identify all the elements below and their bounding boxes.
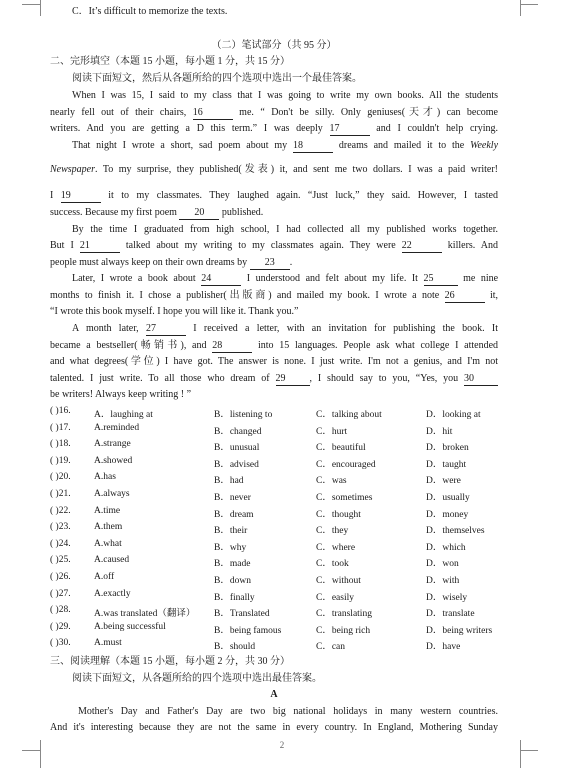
option-b[interactable]: B．why <box>214 542 247 553</box>
written-section-title: （二）笔试部分（共 95 分） <box>211 40 337 51</box>
option-row-26 <box>50 572 498 584</box>
passage-line: writers. And you are getting a D this term.” I was deeply 17 and I couldn't help crying. <box>50 123 499 134</box>
option-d[interactable]: D．themselves <box>426 526 485 537</box>
blank-19[interactable]: 19 <box>61 190 101 203</box>
page-number: 2 <box>279 740 285 750</box>
option-d[interactable]: D．hit <box>426 426 453 437</box>
blank-30[interactable]: 30 <box>464 373 498 386</box>
option-row-21 <box>50 489 498 501</box>
passage-line: Later, I wrote a book about 24 I understood and felt about my life. It 25 me nine <box>72 273 499 284</box>
passage-line: But I 21 talked about my writing to my classmates again. They were 22 killers. And <box>50 240 498 251</box>
crop-mark-top-right-h <box>520 4 538 5</box>
option-a[interactable]: A.always <box>94 489 130 499</box>
crop-mark-top-left-h <box>22 4 40 5</box>
answer-bracket[interactable]: ( )29. <box>50 621 71 632</box>
blank-24[interactable]: 24 <box>201 273 241 286</box>
answer-bracket[interactable]: ( )28. <box>50 605 71 616</box>
blank-28[interactable]: 28 <box>212 340 252 353</box>
reading-instruction: 阅读下面短文，从各题所给的四个选项中选出最佳答案。 <box>72 673 322 684</box>
passage-line: That night I wrote a short, sad poem about my 18 dreams and mailed it to the Weekly <box>72 140 499 151</box>
blank-21[interactable]: 21 <box>80 240 120 253</box>
option-c[interactable]: C．was <box>316 476 347 487</box>
option-c[interactable]: C．sometimes <box>316 493 373 503</box>
option-d[interactable]: D．won <box>426 559 459 570</box>
option-b[interactable]: B．had <box>214 476 244 487</box>
option-row-16 <box>50 406 498 418</box>
option-c[interactable]: C．hurt <box>316 426 348 437</box>
answer-bracket[interactable]: ( )16. <box>50 406 71 416</box>
option-d[interactable]: D．translate <box>426 609 475 620</box>
blank-22[interactable]: 22 <box>402 240 442 253</box>
passage-line: nearly fell out of their chairs, 16 me. “ Don't be silly. Only geniuses(天才) can become <box>50 107 498 118</box>
option-b[interactable]: B．dream <box>214 509 254 520</box>
answer-bracket[interactable]: ( )25. <box>50 555 71 566</box>
option-row-24 <box>50 539 498 551</box>
option-c[interactable]: C．talking about <box>316 410 382 420</box>
crop-mark-bottom-left-h <box>22 750 40 751</box>
option-c[interactable]: C．thought <box>316 509 361 520</box>
option-d[interactable]: D．taught <box>426 459 467 470</box>
answer-bracket[interactable]: ( )22. <box>50 505 71 516</box>
option-c[interactable]: C．beautiful <box>316 443 366 454</box>
cloze-heading: 二、完形填空（本题 15 小题，每小题 1 分，共 15 分） <box>50 56 290 67</box>
option-c[interactable]: C．encouraged <box>316 459 376 470</box>
passage-line: and what degrees(学位) I have got. The answer is none. I just write. I'm not a genius, and I'm not <box>50 356 498 367</box>
answer-bracket[interactable]: ( )24. <box>50 538 71 549</box>
option-d[interactable]: D．which <box>426 542 466 553</box>
answer-bracket[interactable]: ( )23. <box>50 522 71 533</box>
passage-line: When I was 15, I said to my class that I was going to write my own books. All the students <box>72 90 498 101</box>
option-b[interactable]: B．Translated <box>214 609 270 620</box>
option-a[interactable]: A.off <box>94 572 115 582</box>
reading-line: And it's interesting because they are not the same in every country. In England, Mothering Sunday <box>50 722 498 733</box>
passage-line: By the time I graduated from high school, I had collected all my published works together. <box>72 224 498 235</box>
option-b[interactable]: B．made <box>214 559 251 570</box>
option-a[interactable]: A．laughing at <box>94 410 153 420</box>
passage-line: “I wrote this book myself. I hope you will like it. Thank you.” <box>50 306 299 317</box>
passage-line: talented. I just write. To all those who dream of 29 , I should say to you, “Yes, you 30 <box>50 373 498 386</box>
passage-line: Newspaper. To my surprise, they published(发表) it, and sent me two dollars. I was a paid writer! <box>50 164 498 175</box>
crop-mark-top-left-v <box>40 0 41 16</box>
option-c[interactable]: C．being rich <box>316 625 371 636</box>
blank-27[interactable]: 27 <box>146 323 186 336</box>
answer-bracket[interactable]: ( )18. <box>50 439 71 450</box>
option-c[interactable]: C．easily <box>316 592 354 603</box>
option-b[interactable]: B．listening to <box>214 410 273 420</box>
previous-option-c: C．It’s difficult to memorize the texts. <box>72 6 228 17</box>
blank-26[interactable]: 26 <box>445 290 485 303</box>
option-b[interactable]: B．their <box>214 526 248 537</box>
option-d[interactable]: D．wisely <box>426 592 468 603</box>
option-a[interactable]: A.caused <box>94 555 130 566</box>
option-b[interactable]: B．never <box>214 493 251 503</box>
option-row-23 <box>50 522 498 537</box>
passage-line: A month later, 27 I received a letter, with an invitation for publishing the book. It <box>72 323 499 334</box>
crop-mark-bottom-right-h <box>520 750 538 751</box>
option-row-22 <box>50 506 498 518</box>
option-row-25 <box>50 555 498 570</box>
option-row-27 <box>50 589 498 601</box>
option-a[interactable]: A.has <box>94 472 116 483</box>
answer-bracket[interactable]: ( )30. <box>50 638 71 649</box>
option-row-17 <box>50 423 498 435</box>
answer-bracket[interactable]: ( )17. <box>50 422 71 433</box>
answer-bracket[interactable]: ( )27. <box>50 588 71 599</box>
blank-17[interactable]: 17 <box>330 123 370 136</box>
passage-line: I 19 it to my classmates. They laughed again. “Just luck,” they said. However, I tasted <box>50 190 498 201</box>
option-d[interactable]: D．were <box>426 476 461 487</box>
option-row-30 <box>50 638 498 653</box>
option-c[interactable]: C．they <box>316 526 349 537</box>
option-d[interactable]: D．looking at <box>426 410 481 420</box>
answer-bracket[interactable]: ( )21. <box>50 489 71 499</box>
option-b[interactable]: B．finally <box>214 592 255 603</box>
option-a[interactable]: A.exactly <box>94 588 131 599</box>
option-a[interactable]: A.must <box>94 638 122 649</box>
option-a[interactable]: A.what <box>94 538 122 549</box>
blank-20[interactable]: 20 <box>179 207 219 220</box>
option-b[interactable]: B．changed <box>214 426 262 437</box>
option-b[interactable]: B．advised <box>214 459 259 470</box>
passage-line: became a bestseller(畅销书), and 28 into 15 languages. People ask what college I attended <box>50 340 499 351</box>
reading-line: Mother's Day and Father's Day are two big national holidays in many western countries. <box>78 706 498 717</box>
passage-line: people must always keep on their own dreams by 23 . <box>50 257 293 268</box>
option-c[interactable]: C．translating <box>316 609 372 620</box>
option-d[interactable]: D．have <box>426 642 461 653</box>
blank-16[interactable]: 16 <box>193 107 233 120</box>
blank-18[interactable]: 18 <box>293 140 333 153</box>
option-d[interactable]: D．being writers <box>426 625 493 636</box>
option-b[interactable]: B．being famous <box>214 625 282 636</box>
option-row-29 <box>50 622 498 634</box>
option-c[interactable]: C．where <box>316 542 356 553</box>
passage-line: months to finish it. I chose a publisher(出版商) and mailed my book. I wrote a note 26 it, <box>50 290 498 301</box>
option-c[interactable]: C．without <box>316 576 361 586</box>
option-b[interactable]: B．unusual <box>214 443 260 454</box>
passage-label: A <box>270 689 278 700</box>
blank-25[interactable]: 25 <box>424 273 458 286</box>
option-b[interactable]: B．should <box>214 642 256 653</box>
option-a[interactable]: A.showed <box>94 455 133 466</box>
option-a[interactable]: A.time <box>94 505 121 516</box>
option-a[interactable]: A.reminded <box>94 422 140 433</box>
option-c[interactable]: C．took <box>316 559 349 570</box>
option-a[interactable]: A.them <box>94 522 123 533</box>
blank-23[interactable]: 23 <box>250 257 290 270</box>
reading-heading: 三、阅读理解（本题 15 小题，每小题 2 分，共 30 分） <box>50 656 290 667</box>
option-row-20 <box>50 472 498 487</box>
option-d[interactable]: D．money <box>426 509 469 520</box>
passage-line: be writers! Always keep writing ! ” <box>50 389 192 400</box>
option-d[interactable]: D．broken <box>426 443 469 454</box>
answer-bracket[interactable]: ( )20. <box>50 472 71 483</box>
option-row-18 <box>50 439 498 454</box>
passage-line: success. Because my first poem 20 published. <box>50 207 264 218</box>
answer-bracket[interactable]: ( )19. <box>50 455 71 466</box>
option-a[interactable]: A.being successful <box>94 621 166 632</box>
cloze-instruction: 阅读下面短文，然后从各题所给的四个选项中选出一个最佳答案。 <box>72 73 362 84</box>
option-d[interactable]: D．with <box>426 576 460 586</box>
crop-mark-top-right-v <box>520 0 521 16</box>
option-b[interactable]: B．down <box>214 576 251 586</box>
option-a[interactable]: A.was translated（翻译） <box>94 609 196 620</box>
answer-bracket[interactable]: ( )26. <box>50 572 71 582</box>
option-c[interactable]: C．can <box>316 642 346 653</box>
option-row-28 <box>50 605 498 620</box>
blank-29[interactable]: 29 <box>276 373 310 386</box>
option-a[interactable]: A.strange <box>94 439 131 450</box>
option-d[interactable]: D．usually <box>426 493 470 503</box>
option-row-19 <box>50 456 498 468</box>
